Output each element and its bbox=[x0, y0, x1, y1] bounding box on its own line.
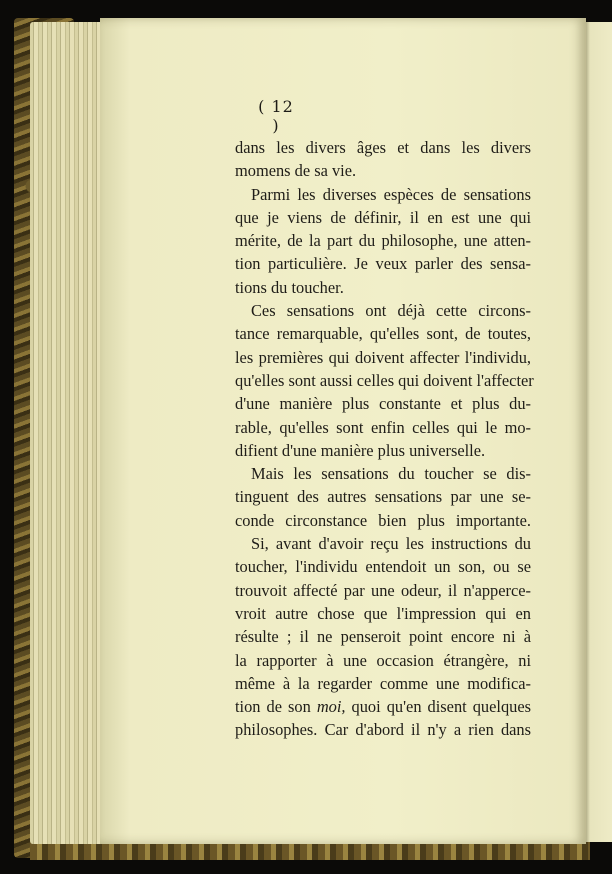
text-line: trouvoit affecté par une odeur, il n'apperce- bbox=[235, 580, 531, 600]
page-number: ( 12 ) bbox=[258, 97, 294, 135]
text-line: tance remarquable, qu'elles sont, de toutes, bbox=[235, 324, 531, 344]
text-line: toucher, l'individu entendoit un son, ou se bbox=[235, 557, 531, 577]
text-line: Ces sensations ont déjà cette circons- bbox=[251, 301, 531, 321]
text-line: Parmi les diverses espèces de sensations bbox=[251, 184, 531, 204]
text-line: rable, qu'elles sont enfin celles qui le mo- bbox=[235, 417, 531, 437]
text-line: que je viens de définir, il en est une qui bbox=[235, 207, 531, 227]
body-text bbox=[235, 136, 534, 742]
text-line: les premières qui doivent affecter l'individu, bbox=[235, 347, 531, 367]
text-line: momens de sa vie. bbox=[235, 161, 357, 181]
text-line: qu'elles sont aussi celles qui doivent l'affecter bbox=[235, 370, 534, 390]
text-line: conde circonstance bien plus importante. bbox=[235, 510, 531, 530]
text-line: philosophes. Car d'abord il n'y a rien dans bbox=[235, 720, 531, 740]
text-line: Mais les sensations du toucher se dis- bbox=[251, 464, 531, 484]
text-line: dans les divers âges et dans les divers bbox=[235, 138, 531, 157]
text-line: la rapporter à une occasion étrangère, ni bbox=[235, 650, 531, 670]
text-line: tinguent des autres sensations par une se- bbox=[235, 487, 531, 507]
text-fragment: quoi qu'en disent quelques bbox=[345, 697, 531, 717]
text-line: résulte ; il ne penseroit point encore ni à bbox=[235, 627, 531, 647]
text-line: difient d'une manière plus universelle. bbox=[235, 440, 486, 460]
text-line: même à la regarder comme une modifica- bbox=[235, 673, 531, 693]
text-line: Si, avant d'avoir reçu les instructions du bbox=[251, 534, 531, 554]
text-line: tion particulière. Je veux parler des sensa- bbox=[235, 254, 531, 274]
text-line-mixed bbox=[235, 695, 531, 718]
text-line: d'une manière plus constante et plus du- bbox=[235, 394, 531, 414]
text-fragment: tion de son bbox=[235, 697, 317, 717]
text-line: mérite, de la part du philosophe, une atten- bbox=[235, 231, 531, 251]
italic-word: moi, bbox=[316, 697, 346, 717]
text-line: vroit autre chose que l'impression qui en bbox=[235, 603, 531, 623]
text-line: tions du toucher. bbox=[235, 277, 344, 297]
facing-page bbox=[584, 22, 612, 842]
